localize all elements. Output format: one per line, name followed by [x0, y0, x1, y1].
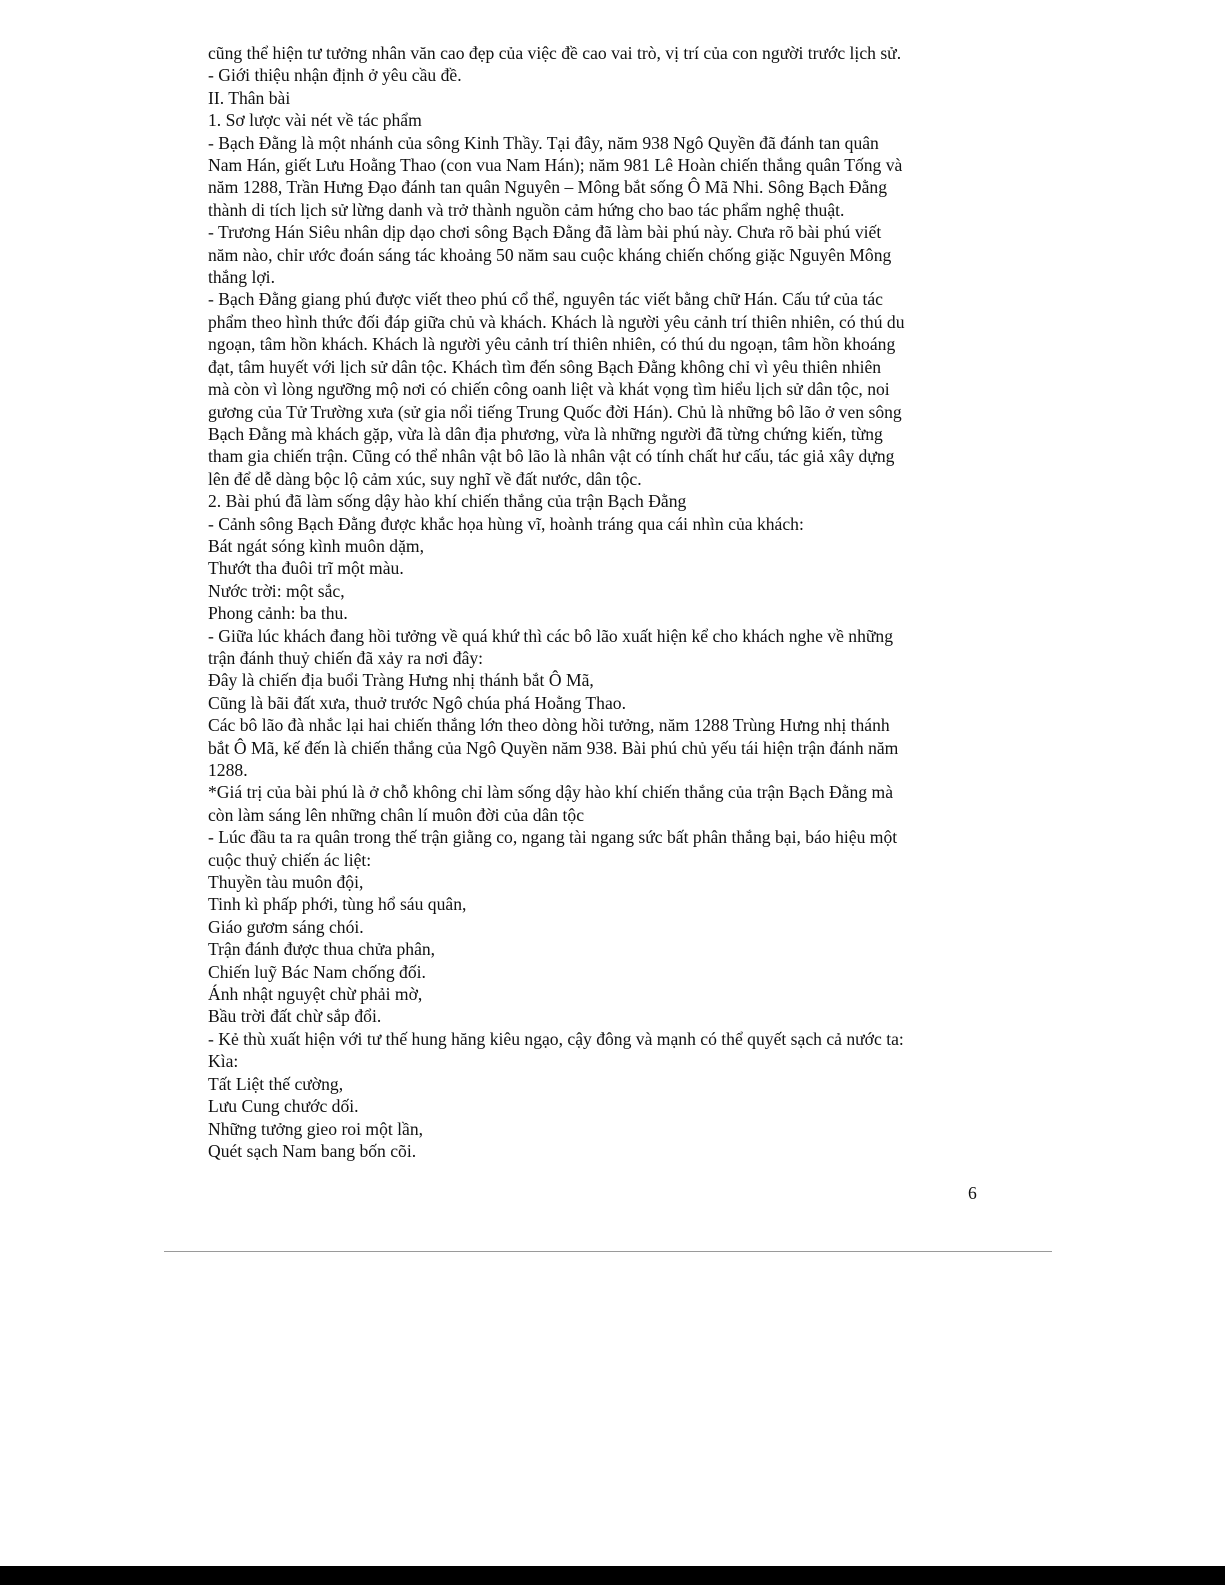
subsection-heading: 2. Bài phú đã làm sống dậy hào khí chiến thắng của trận Bạch Đằng — [208, 491, 687, 512]
text-line: - Giới thiệu nhận định ở yêu cầu đề. — [208, 65, 462, 86]
text-line: còn làm sáng lên những chân lí muôn đời của dân tộc — [208, 804, 584, 825]
text-line: cũng thể hiện tư tưởng nhân văn cao đẹp của việc đề cao vai trò, vị trí của con người trước lịch sử. — [208, 43, 902, 63]
verse-line: Tinh kì phấp phới, tùng hổ sáu quân, — [208, 894, 467, 915]
text-line: - Cảnh sông Bạch Đằng được khắc họa hùng vĩ, hoành tráng qua cái nhìn của khách: — [208, 513, 804, 534]
text-line: *Giá trị của bài phú là ở chỗ không chỉ làm sống dậy hào khí chiến thắng của trận Bạch Đằng mà — [208, 782, 893, 803]
verse-line: Giáo gươm sáng chói. — [208, 916, 364, 937]
verse-line: Những tưởng gieo roi một lần, — [208, 1118, 424, 1139]
bottom-edge-bar — [0, 1566, 1225, 1585]
verse-line: Bầu trời đất chừ sắp đổi. — [208, 1006, 382, 1027]
text-line: Bạch Đằng mà khách gặp, vừa là dân địa phương, vừa là những người đã từng chứng kiến, từng — [208, 423, 883, 444]
text-line: - Giữa lúc khách đang hồi tưởng về quá khứ thì các bô lão xuất hiện kể cho khách nghe về những — [208, 625, 894, 646]
verse-line: Cũng là bãi đất xưa, thuở trước Ngô chúa phá Hoằng Thao. — [208, 692, 626, 713]
verse-line: Thuyền tàu muôn đội, — [208, 872, 364, 893]
page-number: 6 — [968, 1183, 977, 1203]
page-divider — [164, 1251, 1052, 1252]
text-line: năm nào, chỉr ước đoán sáng tác khoảng 50 năm sau cuộc kháng chiến chống giặc Nguyên Mông — [208, 244, 892, 265]
verse-line: Thướt tha đuôi trĩ một màu. — [208, 558, 404, 579]
subsection-heading: 1. Sơ lược vài nét về tác phẩm — [208, 110, 422, 131]
text-line: cuộc thuỷ chiến ác liệt: — [208, 849, 372, 870]
verse-line: Trận đánh được thua chửa phân, — [208, 939, 436, 960]
text-line: 1288. — [208, 760, 248, 780]
document-body — [208, 42, 998, 1162]
text-line: - Kẻ thù xuất hiện với tư thế hung hăng kiêu ngạo, cậy đông và mạnh có thể quyết sạch cả nước ta: — [208, 1028, 904, 1049]
text-line: thắng lợi. — [208, 267, 275, 288]
text-line: - Trương Hán Siêu nhân dịp dạo chơi sông Bạch Đằng đã làm bài phú này. Chưa rõ bài phú viết — [208, 222, 882, 243]
verse-line: Phong cảnh: ba thu. — [208, 603, 348, 624]
verse-line: Chiến luỹ Bác Nam chống đối. — [208, 961, 426, 982]
verse-line: Lưu Cung chước dối. — [208, 1096, 359, 1117]
verse-line: Kìa: — [208, 1051, 239, 1072]
section-heading: II. Thân bài — [208, 87, 291, 108]
text-line: lên để dễ dàng bộc lộ cảm xúc, suy nghĩ về đất nước, dân tộc. — [208, 468, 642, 489]
text-line: ngoạn, tâm hồn khách. Khách là người yêu cảnh trí thiên nhiên, có thú du ngoạn, tâm hồn khoáng — [208, 334, 896, 355]
text-line: gương của Tử Trường xưa (sử gia nổi tiếng Trung Quốc đời Hán). Chủ là những bô lão ở ven sông — [208, 401, 902, 422]
verse-line: Đây là chiến địa buổi Tràng Hưng nhị thánh bắt Ô Mã, — [208, 670, 594, 691]
verse-line: Ánh nhật nguyệt chừ phải mờ, — [208, 984, 423, 1005]
text-line: Các bô lão đà nhắc lại hai chiến thắng lớn theo dòng hồi tưởng, năm 1288 Trùng Hưng nhị thánh — [208, 715, 890, 736]
text-line: mà còn vì lòng ngưỡng mộ nơi có chiến công oanh liệt và khát vọng tìm hiểu lịch sử dân tộc, noi — [208, 379, 890, 400]
text-line: - Lúc đầu ta ra quân trong thế trận giằng co, ngang tài ngang sức bất phân thắng bại, báo hiệu một — [208, 827, 898, 848]
text-line: tham gia chiến trận. Cũng có thể nhân vật bô lão là nhân vật có tính chất hư cấu, tác giả xây dựng — [208, 446, 895, 467]
verse-line: Tất Liệt thế cường, — [208, 1073, 344, 1094]
text-line: trận đánh thuỷ chiến đã xảy ra nơi đây: — [208, 647, 484, 668]
text-line: Nam Hán, giết Lưu Hoằng Thao (con vua Nam Hán); năm 981 Lê Hoàn chiến thắng quân Tống và — [208, 155, 903, 176]
text-line: bắt Ô Mã, kế đến là chiến thắng của Ngô Quyền năm 938. Bài phú chủ yếu tái hiện trận đánh năm — [208, 737, 899, 758]
text-line: - Bạch Đằng giang phú được viết theo phú cổ thể, nguyên tác viết bằng chữ Hán. Cấu tứ của tác — [208, 289, 883, 310]
text-line: năm 1288, Trần Hưng Đạo đánh tan quân Nguyên – Mông bắt sống Ô Mã Nhi. Sông Bạch Đằng — [208, 177, 888, 198]
text-line: - Bạch Đằng là một nhánh của sông Kinh Thầy. Tại đây, năm 938 Ngô Quyền đã đánh tan quân — [208, 132, 879, 153]
text-line: thành di tích lịch sử lừng danh và trở thành nguồn cảm hứng cho bao tác phẩm nghệ thuật. — [208, 199, 845, 220]
verse-line: Nước trời: một sắc, — [208, 580, 345, 601]
text-line: phẩm theo hình thức đối đáp giữa chủ và khách. Khách là người yêu cảnh trí thiên nhiên, có thú du — [208, 311, 905, 332]
text-line: đạt, tâm huyết với lịch sử dân tộc. Khách tìm đến sông Bạch Đằng không chỉ vì yêu thiên nhiên — [208, 356, 882, 377]
verse-line: Quét sạch Nam bang bốn cõi. — [208, 1140, 417, 1161]
verse-line: Bát ngát sóng kình muôn dặm, — [208, 535, 424, 556]
